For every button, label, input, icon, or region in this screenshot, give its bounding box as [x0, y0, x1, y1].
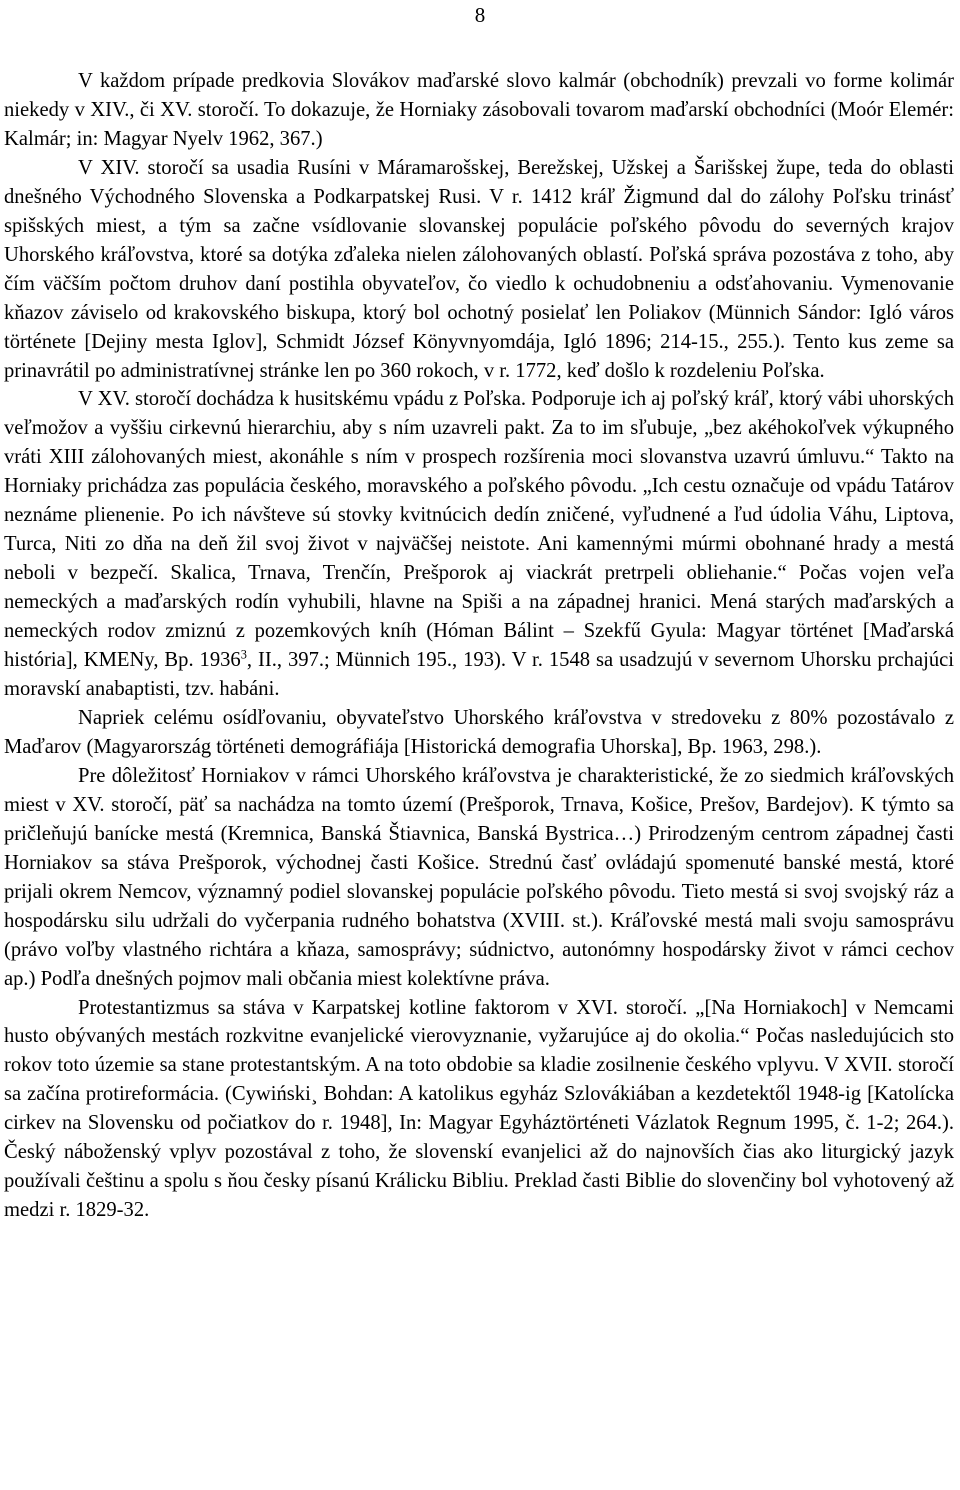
paragraph-6: Protestantizmus sa stáva v Karpatskej kotline faktorom v XVI. storočí. „[Na Horniakoch] v Nemcami husto obývaných mestách rozkvitne evanjelické vierovyznanie, vyžarujúce aj do okolia.“ Počas nasledujúcich sto rokov toto územie sa stane protestantským. A na toto obdobie sa kladie zosilnenie českého vplyvu. V XVII. storočí sa začína protireformácia. (Cywiński¸ Bohdan: A katolikus egyház Szlovákiában a kezdetektől 1948-ig [Katolícka cirkev na Slovensku od počiatkov do r. 1948], In: Magyar Egyháztörténeti Vázlatok Regnum 1995, č. 1-2; 264.). Český náboženský vplyv pozostával z toho, že slovenskí evanjelici až do najnovších čias ako liturgický jazyk používali češtinu a spolu s ňou česky písanú Králicku Bibliu. Preklad časti Biblie do slovenčiny bol vyhotovený až medzi r. 1829-32. [4, 996, 954, 1222]
paragraph-3-text: V XV. storočí dochádza k husitskému vpádu z Poľska. Podporuje ich aj poľský kráľ, ktorý vábi uhorských veľmožov a vyššiu cirkevnú hierarchiu, aby s ním uzavreli pakt. Za to im sľubuje, „bez akéhokoľvek výkupného vráti XIII zálohovaných miest, akonáhle s ním v prospech rozšírenia moci slovanstva uzavrú úmluvu.“ Takto na Horniaky prichádza zas populácia českého, moravského a poľského pôvodu. „Ich cestu označuje od vpádu Tatárov neznáme plienenie. Po ich návšteve sú stovky kvitnúcich dedín zničené, vyľudnené a ľud údolia Váhu, Liptova, Turca, Niti zo dňa na deň žil svoj život v najväčšej neistote. Ani kamennými múrmi obohnané hrady a mestá neboli v bezpečí. Skalica, Trnava, Trenčín, Prešporok aj viackrát pretrpeli obliehanie.“ Počas vojen veľa nemeckých a maďarských rodín vyhubili, hlavne na Spiši a na západnej hranici. Mená starých maďarských a nemeckých rodov zmiznú z pozemkových kníh (Hóman Bálint – Szekfű Gyula: Magyar történet [Maďarská história], KMENy, Bp. 1936 [4, 388, 954, 672]
paragraph-2: V XIV. storočí sa usadia Rusíni v Máramarošskej, Berežskej, Užskej a Šarišskej župe, teda do oblasti dnešného Východného Slovenska a Podkarpatskej Rusi. V r. 1412 kráľ Žigmund dal do zálohy Poľsku trinásť spišských miest, a tým sa začne vsídlovanie slovanskej populácie poľského pôvodu do severných krajov Uhorského kráľovstva, ktoré sa dotýka zďaleka nielen zálohovaných oblastí. Poľská správa pozostáva z toho, aby čím väčším počtom druhov daní postihla obyvateľov, čo viedlo k ochudobneniu a odsťahovaniu. Vymenovanie kňazov záviselo od krakovského biskupa, ktorý bol ochotný posielať len Poliakov (Münnich Sándor: Igló város története [Dejiny mesta Iglov], Schmidt József Könyvnyomdája, Igló 1896; 214-15., 255.). Tento kus zeme sa prinavrátil po administratívnej stránke len po 360 rokoch, v r. 1772, keď došlo k rozdeleniu Poľska. [4, 156, 954, 382]
body-text [4, 67, 954, 1225]
paragraph-5: Pre dôležitosť Horniakov v rámci Uhorského kráľovstva je charakteristické, že zo siedmich kráľovských miest v XV. storočí, päť sa nachádza na tomto území (Prešporok, Trnava, Košice, Prešov, Bardejov). K týmto sa pričleňujú banícke mestá (Kremnica, Banská Štiavnica, Banská Bystrica…) Prirodzeným centrom západnej časti Horniakov sa stáva Prešporok, východnej časti Košice. Strednú časť ovládajú spomenuté banské mestá, ktoré prijali okrem Nemcov, významný podiel slovanskej populácie poľského pôvodu. Tieto mestá si svoj svojský ráz a hospodársku silu udržali do vyčerpania rudného bohatstva (XVIII. st.). Kráľovské mestá mali svoju samosprávu (právo voľby vlastného richtára a kňaza, samosprávy; súdnictvo, autonómny hospodársky život v rámci cechov ap.) Podľa dnešných pojmov mali občania miest kolektívne práva. [4, 764, 954, 990]
page-number: 8 [474, 3, 486, 27]
paragraph-4: Napriek celému osídľovaniu, obyvateľstvo Uhorského kráľovstva v stredoveku z 80% pozostávalo z Maďarov (Magyarország történeti demográfiája [Historická demografia Uhorska], Bp. 1963, 298.). [4, 706, 954, 758]
paragraph-1: V každom prípade predkovia Slovákov maďarské slovo kalmár (obchodník) prevzali vo forme kolimár niekedy v XIV., či XV. storočí. To dokazuje, že Horniaky zásobovali tovarom maďarskí obchodníci (Moór Elemér: Kalmár; in: Magyar Nyelv 1962, 367.) [4, 70, 954, 150]
paragraph-3-tail: , II., 397.; Münnich 195., 193). V r. 1548 sa usadzujú v severnom Uhorsku prchajúci moravskí anabaptisti, tzv. habáni. [4, 649, 954, 701]
edition-superscript: 3 [240, 647, 247, 662]
paragraph-3 [4, 385, 954, 703]
